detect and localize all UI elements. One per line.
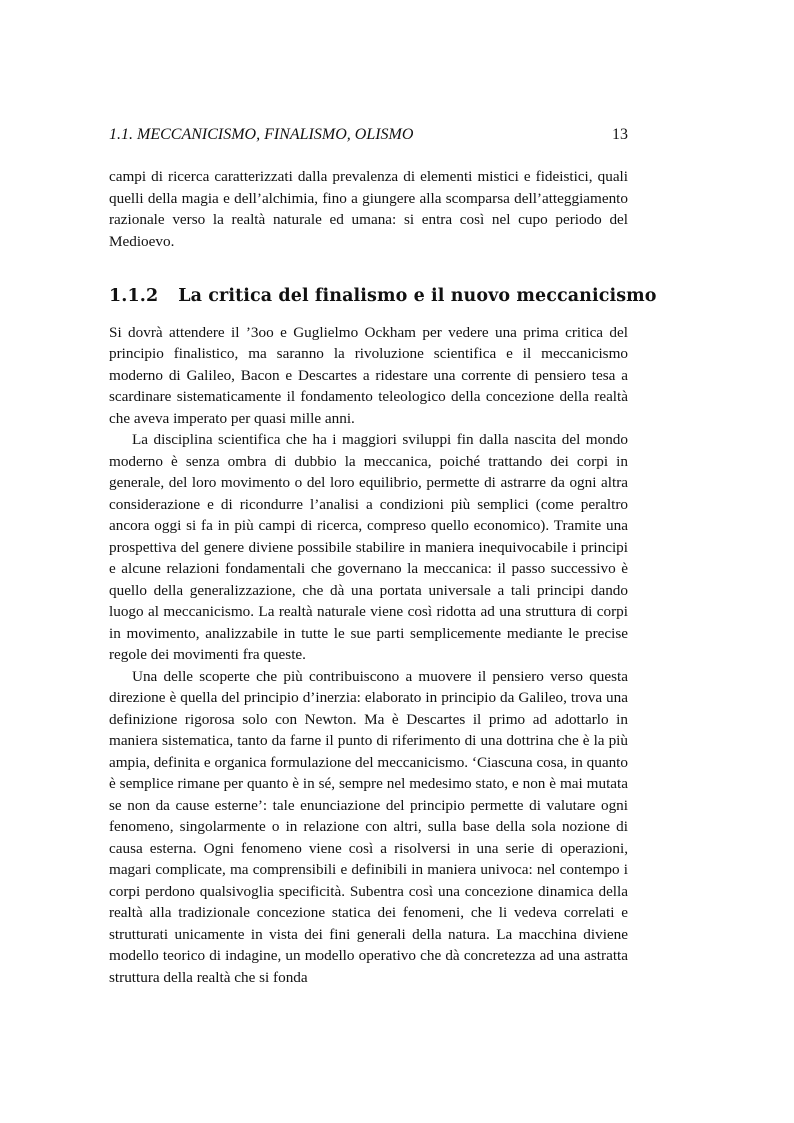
section-title: La critica del finalismo e il nuovo meccanicismo <box>178 286 657 306</box>
paragraph: Si dovrà attendere il ’3oo e Guglielmo Ockham per vedere una prima critica del principio finalistico, ma saranno la rivoluzione scientifica e il meccanicismo moderno di Galileo, Bacon e Descartes a ridestare una corrente di pensiero tesa a scardinare sistematicamente il fondamento teleologico della concezione della realtà che aveva imperato per quasi mille anni. <box>109 323 628 427</box>
running-head <box>109 126 628 144</box>
section-number: 1.1.2 <box>109 286 159 306</box>
paragraph-continued: campi di ricerca caratterizzati dalla prevalenza di elementi mistici e fideistici, quali quelli della magia e dell’alchimia, fino a giungere alla scomparsa dell’atteggiamento razionale verso la realtà naturale ed umana: si entra così nel cupo periodo del Medioevo. <box>109 168 628 250</box>
page-number: 13 <box>612 126 628 143</box>
paragraph: La disciplina scientifica che ha i maggiori sviluppi fin dalla nascita del mondo moderno è senza ombra di dubbio la meccanica, poiché trattando dei corpi in generale, del loro movimento o del loro equilibrio, permette di astrarre da ogni altra considerazione e di ricondurre l’analisi a condizioni più semplici (come peraltro ancora oggi si fa in più campi di ricerca, compreso quello economico). Tramite una prospettiva del genere diviene possibile stabilire in maniera inequivocabile i principi e alcune relazioni fondamentali che governano la meccanica: il passo successivo è quello della generalizzazione, che dà una portata universale a tali principi dando luogo al meccanicismo. La realtà naturale viene così ridotta ad una struttura di corpi in movimento, analizzabile in tutte le sue parti semplicemente mediante le precise regole dei movimenti fra queste. <box>109 431 628 663</box>
running-head-title: 1.1. MECCANICISMO, FINALISMO, OLISMO <box>109 126 414 143</box>
body-text <box>109 166 657 988</box>
page <box>109 126 657 988</box>
paragraph: Una delle scoperte che più contribuiscono a muovere il pensiero verso questa direzione è quella del principio d’inerzia: elaborato in principio da Galileo, trova una definizione rigorosa solo con Newton. Ma è Descartes il primo ad adottarlo in maniera sistematica, tanto da farne il punto di riferimento di una dottrina che è la più ampia, definita e organica formulazione del meccanicismo. ‘Ciascuna cosa, in quanto è semplice rimane per quanto è in sé, sempre nel medesimo stato, e non è mai mutata se non da cause esterne’: tale enunciazione del principio permette di valutare ogni fenomeno, singolarmente o in relazione con altri, sulla base della sola nozione di causa esterna. Ogni fenomeno viene così a risolversi in una serie di operazioni, magari complicate, ma comprensibili e definibili in maniera univoca: nel contempo i corpi perdono qualsivoglia specificità. Subentra così una concezione dinamica della realtà alla tradizionale concezione statica dei fenomeni, che li vedeva correlati e strutturati unicamente in vista dei fini generali della natura. La macchina diviene modello teorico di indagine, un modello operativo che dà concretezza ad una astratta struttura della realtà che si fonda <box>109 667 628 986</box>
section-heading <box>109 286 657 308</box>
